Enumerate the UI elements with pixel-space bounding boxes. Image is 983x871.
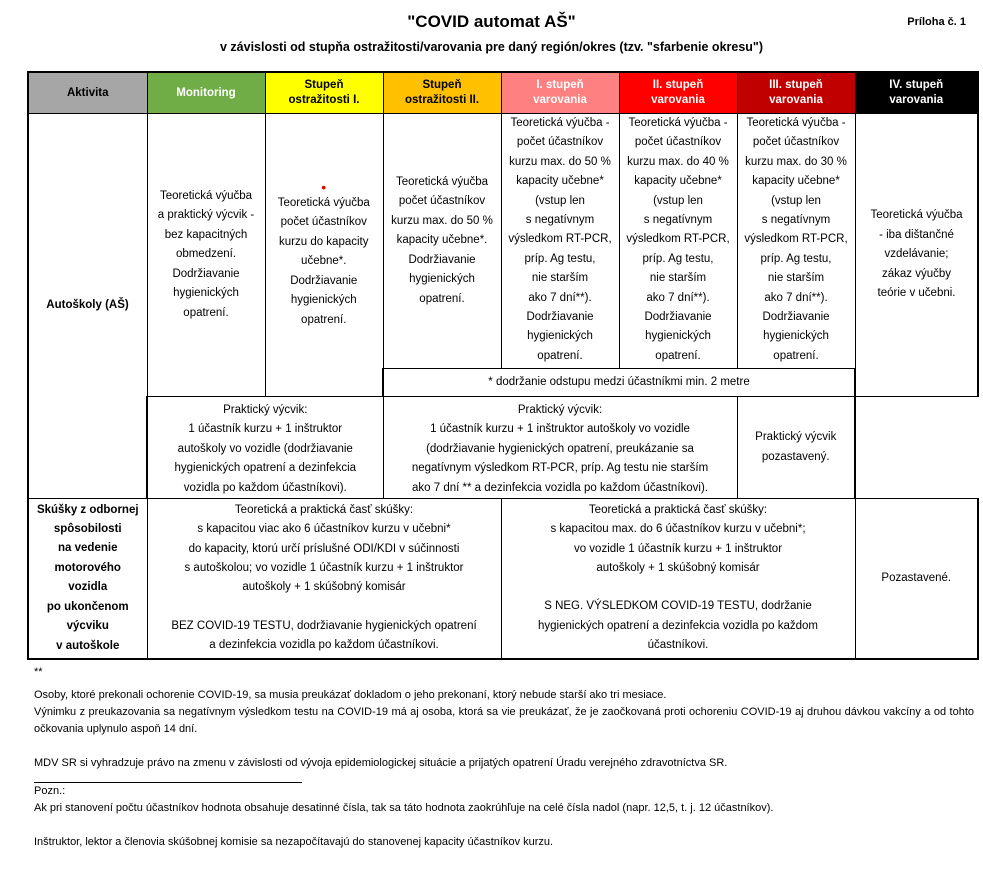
cell-warning-2-theory: Teoretická výučba - počet účastníkov kurzu max. do 40 % kapacity učebne* (vstup len s negatívnym výsledkom RT-PCR, príp. Ag testu, nie starším ako 7 dní**). Dodržiavanie hygienických opatrení. [619, 114, 737, 369]
cell-alert-2-theory: Teoretická výučba počet účastníkov kurzu max. do 50 % kapacity učebne*. Dodržiavanie hygienických opatrení. [383, 114, 501, 369]
column-header-alert-1: Stupeň ostražitosti I. [265, 72, 383, 114]
cell-practical-warning-4: Praktický výcvik pozastavený. [737, 397, 855, 499]
row-label-autoskoly: Autoškoly (AŠ) [28, 114, 147, 499]
covid-automat-table [27, 71, 979, 660]
red-dot-mark: • [321, 179, 327, 196]
row-autoskoly-practical [28, 397, 978, 499]
note-reserve: MDV SR si vyhradzuje právo na zmenu v závislosti od vývoja epidemiologickej situácie a prijatých opatrení Úradu verejného zdravotníctva SR. [34, 757, 728, 769]
cell-exams-low: Teoretická a praktická časť skúšky: s kapacitou viac ako 6 účastníkov kurzu v učebni* do kapacity, ktorú určí príslušné ODI/KDI v súčinnosti s autoškolou; vo vozidle 1 účastník kurzu + 1 inštruktor autoškoly + 1 skúšobný komisár BEZ COVID-19 TESTU, dodržiavanie hygienických opatrení a dezinfekcia vozidla po každom účastníkovi. [147, 499, 501, 659]
cell-warning-1-theory: Teoretická výučba - počet účastníkov kurzu max. do 50 % kapacity učebne* (vstup len s negatívnym výsledkom RT-PCR, príp. Ag testu, nie starším ako 7 dní**). Dodržiavanie hygienických opatrení. [501, 114, 619, 369]
column-header-monitoring: Monitoring [147, 72, 265, 114]
note-pozn-label: Pozn.: [34, 785, 66, 797]
blank-line [504, 578, 853, 597]
column-header-warning-3: III. stupeň varovania [737, 72, 855, 114]
row-exams [28, 499, 978, 659]
note-vaccinated: Výnimku z preukazovania sa negatívnym výsledkom testu na COVID-19 má aj osoba, ktorá sa vie preukázať, že je zaočkovaná proti ochoreniu COVID-19 aj druhou dávkou vakcíny a od tohto očkovania uplynulo aspoň 14 dní. [34, 706, 974, 735]
cell-exams-high: Teoretická a praktická časť skúšky: s kapacitou max. do 6 účastníkov kurzu v učebni*; vo vozidle 1 účastník kurzu + 1 inštruktor autoškoly + 1 skúšobný komisár S NEG. VÝSLEDKOM COVID-19 TESTU, dodržanie hygienických opatrení a dezinfekcia vozidla po každom účastníkovi. [501, 499, 855, 659]
appendix-label: Príloha č. 1 [907, 16, 966, 28]
blank-line [150, 598, 499, 617]
note-instructors: Inštruktor, lektor a členovia skúšobnej komisie sa nezapočítavajú do stanovenej kapacity účastníkov kurzu. [34, 836, 554, 848]
footnote-mark: ** [34, 666, 43, 678]
cell-warning-4-theory: Teoretická výučba - iba dištančné vzdelávanie; zákaz výučby teórie v učebni. [855, 114, 978, 397]
row-autoskoly-theory [28, 114, 978, 369]
column-header-warning-4: IV. stupeň varovania [855, 72, 978, 114]
cell-monitoring-theory: Teoretická výučba a praktický výcvik - bez kapacitných obmedzení. Dodržiavanie hygienických opatrení. [147, 114, 265, 397]
cell-exams-warning-4: Pozastavené. [855, 499, 978, 659]
row-label-exams: Skúšky z odbornej spôsobilosti na vedenie motorového vozidla po ukončenom výcviku v autoškole [28, 499, 147, 659]
column-header-warning-1: I. stupeň varovania [501, 72, 619, 114]
document-title: "COVID automat AŠ" [407, 12, 576, 31]
cell-practical-high: Praktický výcvik: 1 účastník kurzu + 1 inštruktor autoškoly vo vozidle (dodržiavanie hygienických opatrení, preukázanie sa negatívnym výsledkom RT-PCR, príp. Ag testu nie starším ako 7 dní ** a dezinfekcia vozidla po každom účastníkovi). [383, 397, 737, 499]
footnotes [34, 664, 974, 851]
note-rounding: Ak pri stanovení počtu účastníkov hodnota obsahuje desatinné čísla, tak sa táto hodnota zaokrúhľuje na celé čísla nadol (napr. 12,5, t. j. 12 účastníkov). [34, 802, 774, 814]
column-header-activity: Aktivita [28, 72, 147, 114]
cell-alert-1-theory: • Teoretická výučba počet účastníkov kurzu do kapacity učebne*. Dodržiavanie hygienických opatrení. [265, 114, 383, 397]
cell-warning-3-theory: Teoretická výučba - počet účastníkov kurzu max. do 30 % kapacity učebne* (vstup len s negatívnym výsledkom RT-PCR, príp. Ag testu, nie starším ako 7 dní**). Dodržiavanie hygienických opatrení. [737, 114, 855, 369]
cell-practical-low: Praktický výcvik: 1 účastník kurzu + 1 inštruktor autoškoly vo vozidle (dodržiavanie hygienických opatrení a dezinfekcia vozidla po každom účastníkovi). [147, 397, 383, 499]
column-header-alert-2: Stupeň ostražitosti II. [383, 72, 501, 114]
header-row [28, 72, 978, 114]
document-subtitle: v závislosti od stupňa ostražitosti/varovania pre daný región/okres (tzv. "sfarbenie okresu") [219, 40, 764, 54]
cell-distance-note: * dodržanie odstupu medzi účastníkmi min. 2 metre [383, 369, 855, 397]
column-header-warning-2: II. stupeň varovania [619, 72, 737, 114]
note-recovered: Osoby, ktoré prekonali ochorenie COVID-19, sa musia preukázať dokladom o jeho prekonaní, ktorý nebude starší ako tri mesiace. [34, 689, 667, 701]
